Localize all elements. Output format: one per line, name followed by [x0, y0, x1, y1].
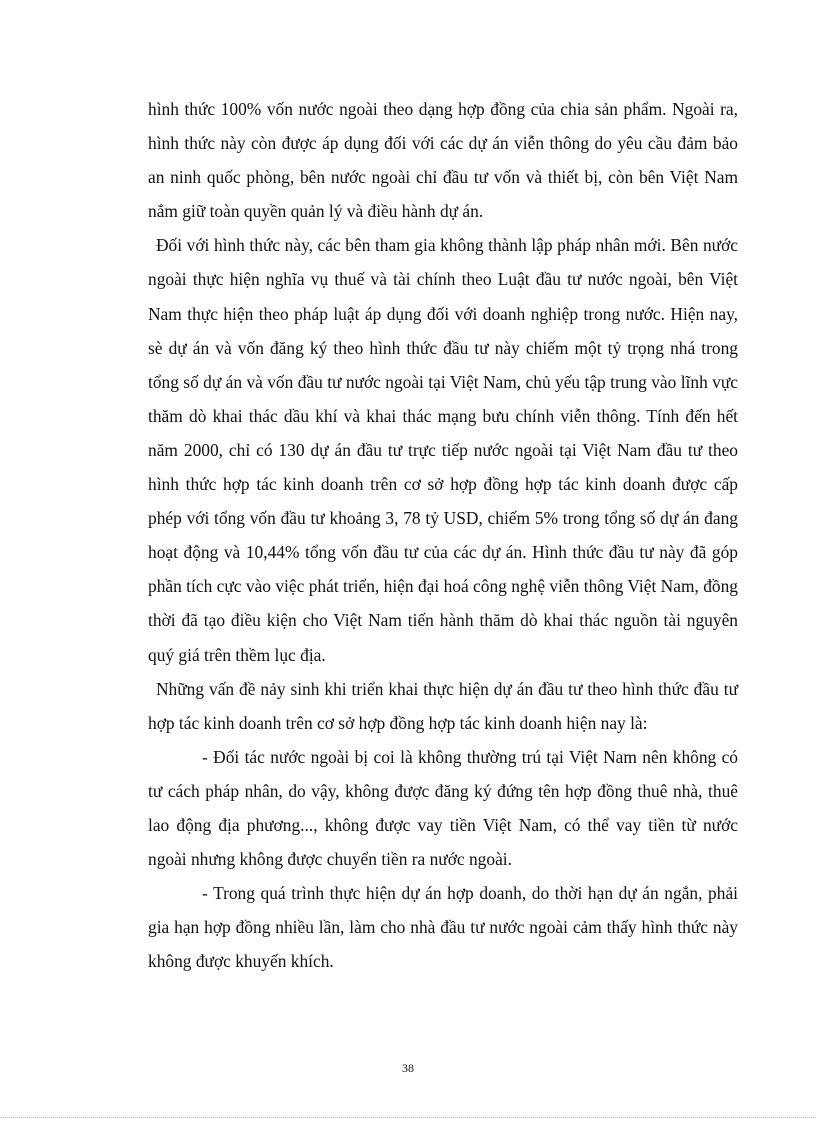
- page-number: 38: [402, 1061, 414, 1075]
- body-text: [148, 92, 738, 978]
- page-bottom-divider: [0, 1117, 816, 1118]
- paragraph-continuation: hình thức 100% vốn nước ngoài theo dạng hợp đồng của chia sản phẩm. Ngoài ra, hình thức này còn được áp dụng đối với các dự án viễn thông do yêu cầu đảm bảo an ninh quốc phòng, bên nước ngoài chỉ đầu tư vốn và thiết bị, còn bên Việt Nam nắm giữ toàn quyền quản lý và điều hành dự án.: [148, 99, 738, 222]
- bullet-project-duration: - Trong quá trình thực hiện dự án hợp doanh, do thời hạn dự án ngắn, phải gia hạn hợp đồng nhiều lần, làm cho nhà đầu tư nước ngoài cảm thấy hình thức này không được khuyến khích.: [148, 883, 738, 972]
- bullet-foreign-partner: - Đối tác nước ngoài bị coi là không thường trú tại Việt Nam nên không có tư cách pháp nhân, do vậy, không được đăng ký đứng tên hợp đồng thuê nhà, thuê lao động địa phương..., không được vay tiền Việt Nam, có thể vay tiền từ nước ngoài nhưng không được chuyển tiền ra nước ngoài.: [148, 746, 738, 870]
- paragraph-issues-intro: Những vấn đề nảy sinh khi triển khai thực hiện dự án đầu tư theo hình thức đầu tư hợp tác kinh doanh trên cơ sở hợp đồng hợp tác kinh doanh hiện nay là:: [148, 678, 738, 733]
- paragraph-bcc-legal-status: Đối với hình thức này, các bên tham gia không thành lập pháp nhân mới. Bên nước ngoài thực hiện nghĩa vụ thuế và tài chính theo Luật đầu tư nước ngoài, bên Việt Nam thực hiện theo pháp luật áp dụng đối với doanh nghiệp trong nước. Hiện nay, sè dự án và vốn đăng ký theo hình thức đầu tư này chiếm một tỷ trọng nhá trong tổng số dự án và vốn đầu tư nước ngoài tại Việt Nam, chủ yếu tập trung vào lĩnh vực thăm dò khai thác dầu khí và khai thác mạng bưu chính viễn thông. Tính đến hết năm 2000, chỉ có 130 dự án đầu tư trực tiếp nước ngoài tại Việt Nam đầu tư theo hình thức hợp tác kinh doanh trên cơ sở hợp đồng hợp tác kinh doanh được cấp phép với tổng vốn đầu tư khoảng 3, 78 tỷ USD, chiếm 5% trong tổng số dự án đang hoạt động và 10,44% tổng vốn đầu tư của các dự án. Hình thức đầu tư này đã góp phần tích cực vào việc phát triển, hiện đại hoá công nghệ viễn thông Việt Nam, đồng thời đã tạo điều kiện cho Việt Nam tiến hành thăm dò khai thác nguồn tài nguyên quý giá trên thềm lục địa.: [148, 235, 738, 665]
